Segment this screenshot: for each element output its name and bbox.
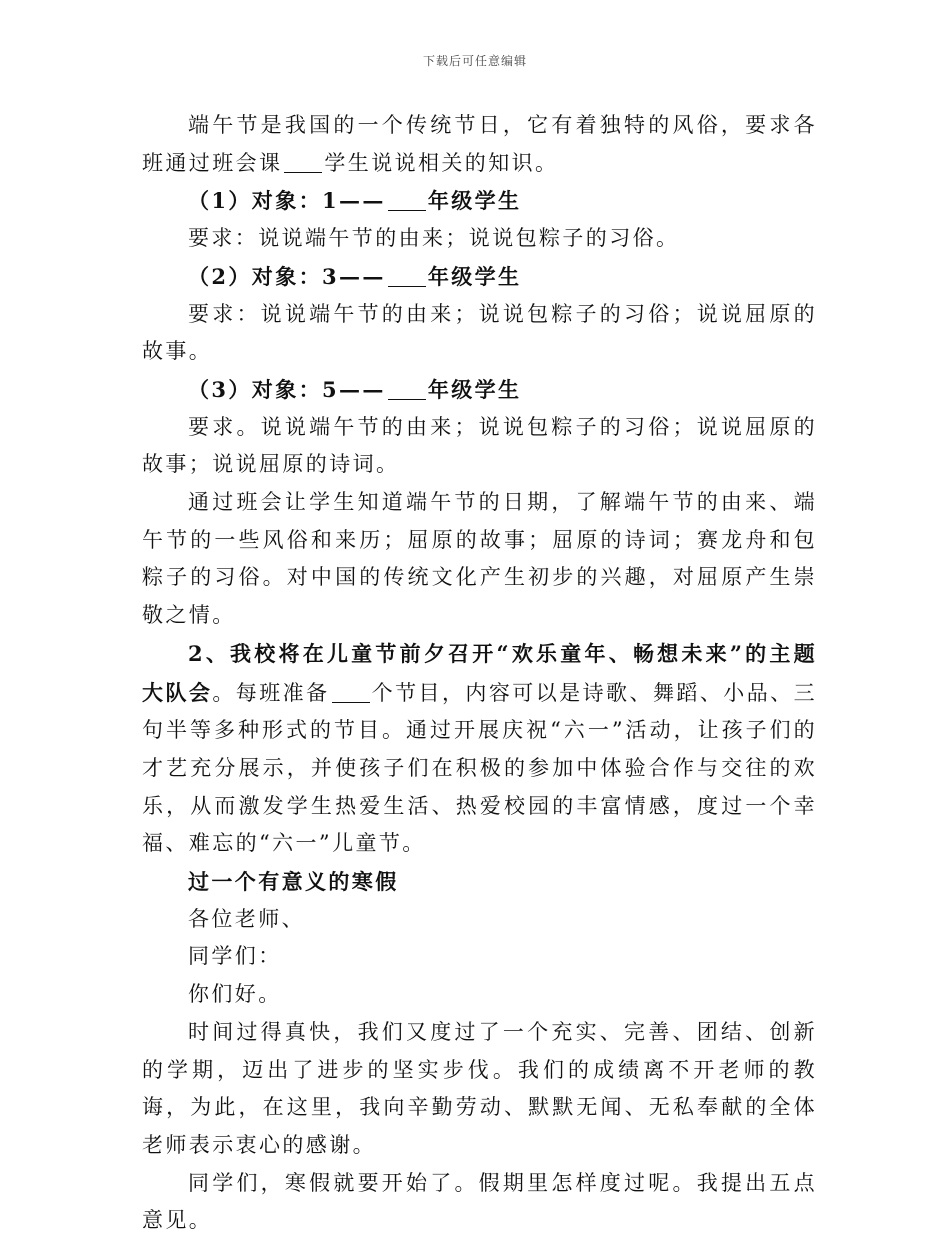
target-3-suffix: 年级学生 <box>427 376 522 402</box>
winter-break-intro: 同学们，寒假就要开始了。假期里怎样度过呢。我提出五点意见。 <box>142 1170 817 1233</box>
greeting-teachers: 各位老师、 <box>188 906 305 931</box>
childrens-day-text-b: 个节目，内容可以是诗歌、舞蹈、小品、三句半等多种形式的节目。通过开展庆祝“六一”活动，让孩子们的才艺充分展示，并使孩子们在积极的参加中体验合作与交往的欢乐，从而激发学生热爱生活、热爱校园的丰富情感，度过一个幸福、难忘的“六一”儿童节。 <box>142 680 818 856</box>
blank-line <box>388 378 426 400</box>
childrens-day-title: 2、我校将在儿童节前夕召开“欢乐童年、畅想未来”的主题大队会 <box>142 640 817 705</box>
document-body <box>142 107 817 1240</box>
blank-line <box>388 265 426 287</box>
blank-line <box>284 151 322 173</box>
target-3-label: （3）对象：5—— <box>188 376 386 402</box>
target-group-3 <box>142 371 817 409</box>
greeting-students: 同学们： <box>188 944 282 969</box>
class-meeting-goal: 通过班会让学生知道端午节的日期，了解端午节的由来、端午节的一些风俗和来历；屈原的故事；屈原的诗词；赛龙舟和包粽子的习俗。对中国的传统文化产生初步的兴趣，对屈原产生崇敬之情。 <box>142 490 817 628</box>
blank-line <box>332 681 370 703</box>
greeting-hello: 你们好。 <box>188 982 282 1007</box>
intro-text-b: 学生说说相关的知识。 <box>324 150 559 175</box>
childrens-day-paragraph <box>142 635 817 863</box>
target-2-suffix: 年级学生 <box>427 263 522 289</box>
winter-break-title: 过一个有意义的寒假 <box>188 869 399 895</box>
requirement-3: 要求。说说端午节的由来；说说包粽子的习俗；说说屈原的故事；说说屈原的诗词。 <box>142 414 817 477</box>
target-1-suffix: 年级学生 <box>427 188 522 214</box>
semester-review-paragraph: 时间过得真快，我们又度过了一个充实、完善、团结、创新的学期，迈出了进步的坚实步伐。我们的成绩离不开老师的教诲，为此，在这里，我向辛勤劳动、默默无闻、无私奉献的全体老师表示衷心的感谢。 <box>142 1019 817 1157</box>
target-group-2 <box>142 258 817 296</box>
dragon-boat-intro <box>142 107 817 182</box>
requirement-2: 要求：说说端午节的由来；说说包粽子的习俗；说说屈原的故事。 <box>142 301 817 364</box>
target-2-label: （2）对象：3—— <box>188 263 386 289</box>
page-header-note: 下载后可任意编辑 <box>422 54 527 68</box>
intro-text-a: 端午节是我国的一个传统节日，它有着独特的风俗，要求各班通过班会课 <box>142 113 817 175</box>
target-group-1 <box>142 182 817 220</box>
childrens-day-text-a: 。每班准备 <box>212 680 330 705</box>
blank-line <box>388 189 426 211</box>
requirement-1: 要求：说说端午节的由来；说说包粽子的习俗。 <box>188 226 680 251</box>
target-1-label: （1）对象：1—— <box>188 188 386 214</box>
